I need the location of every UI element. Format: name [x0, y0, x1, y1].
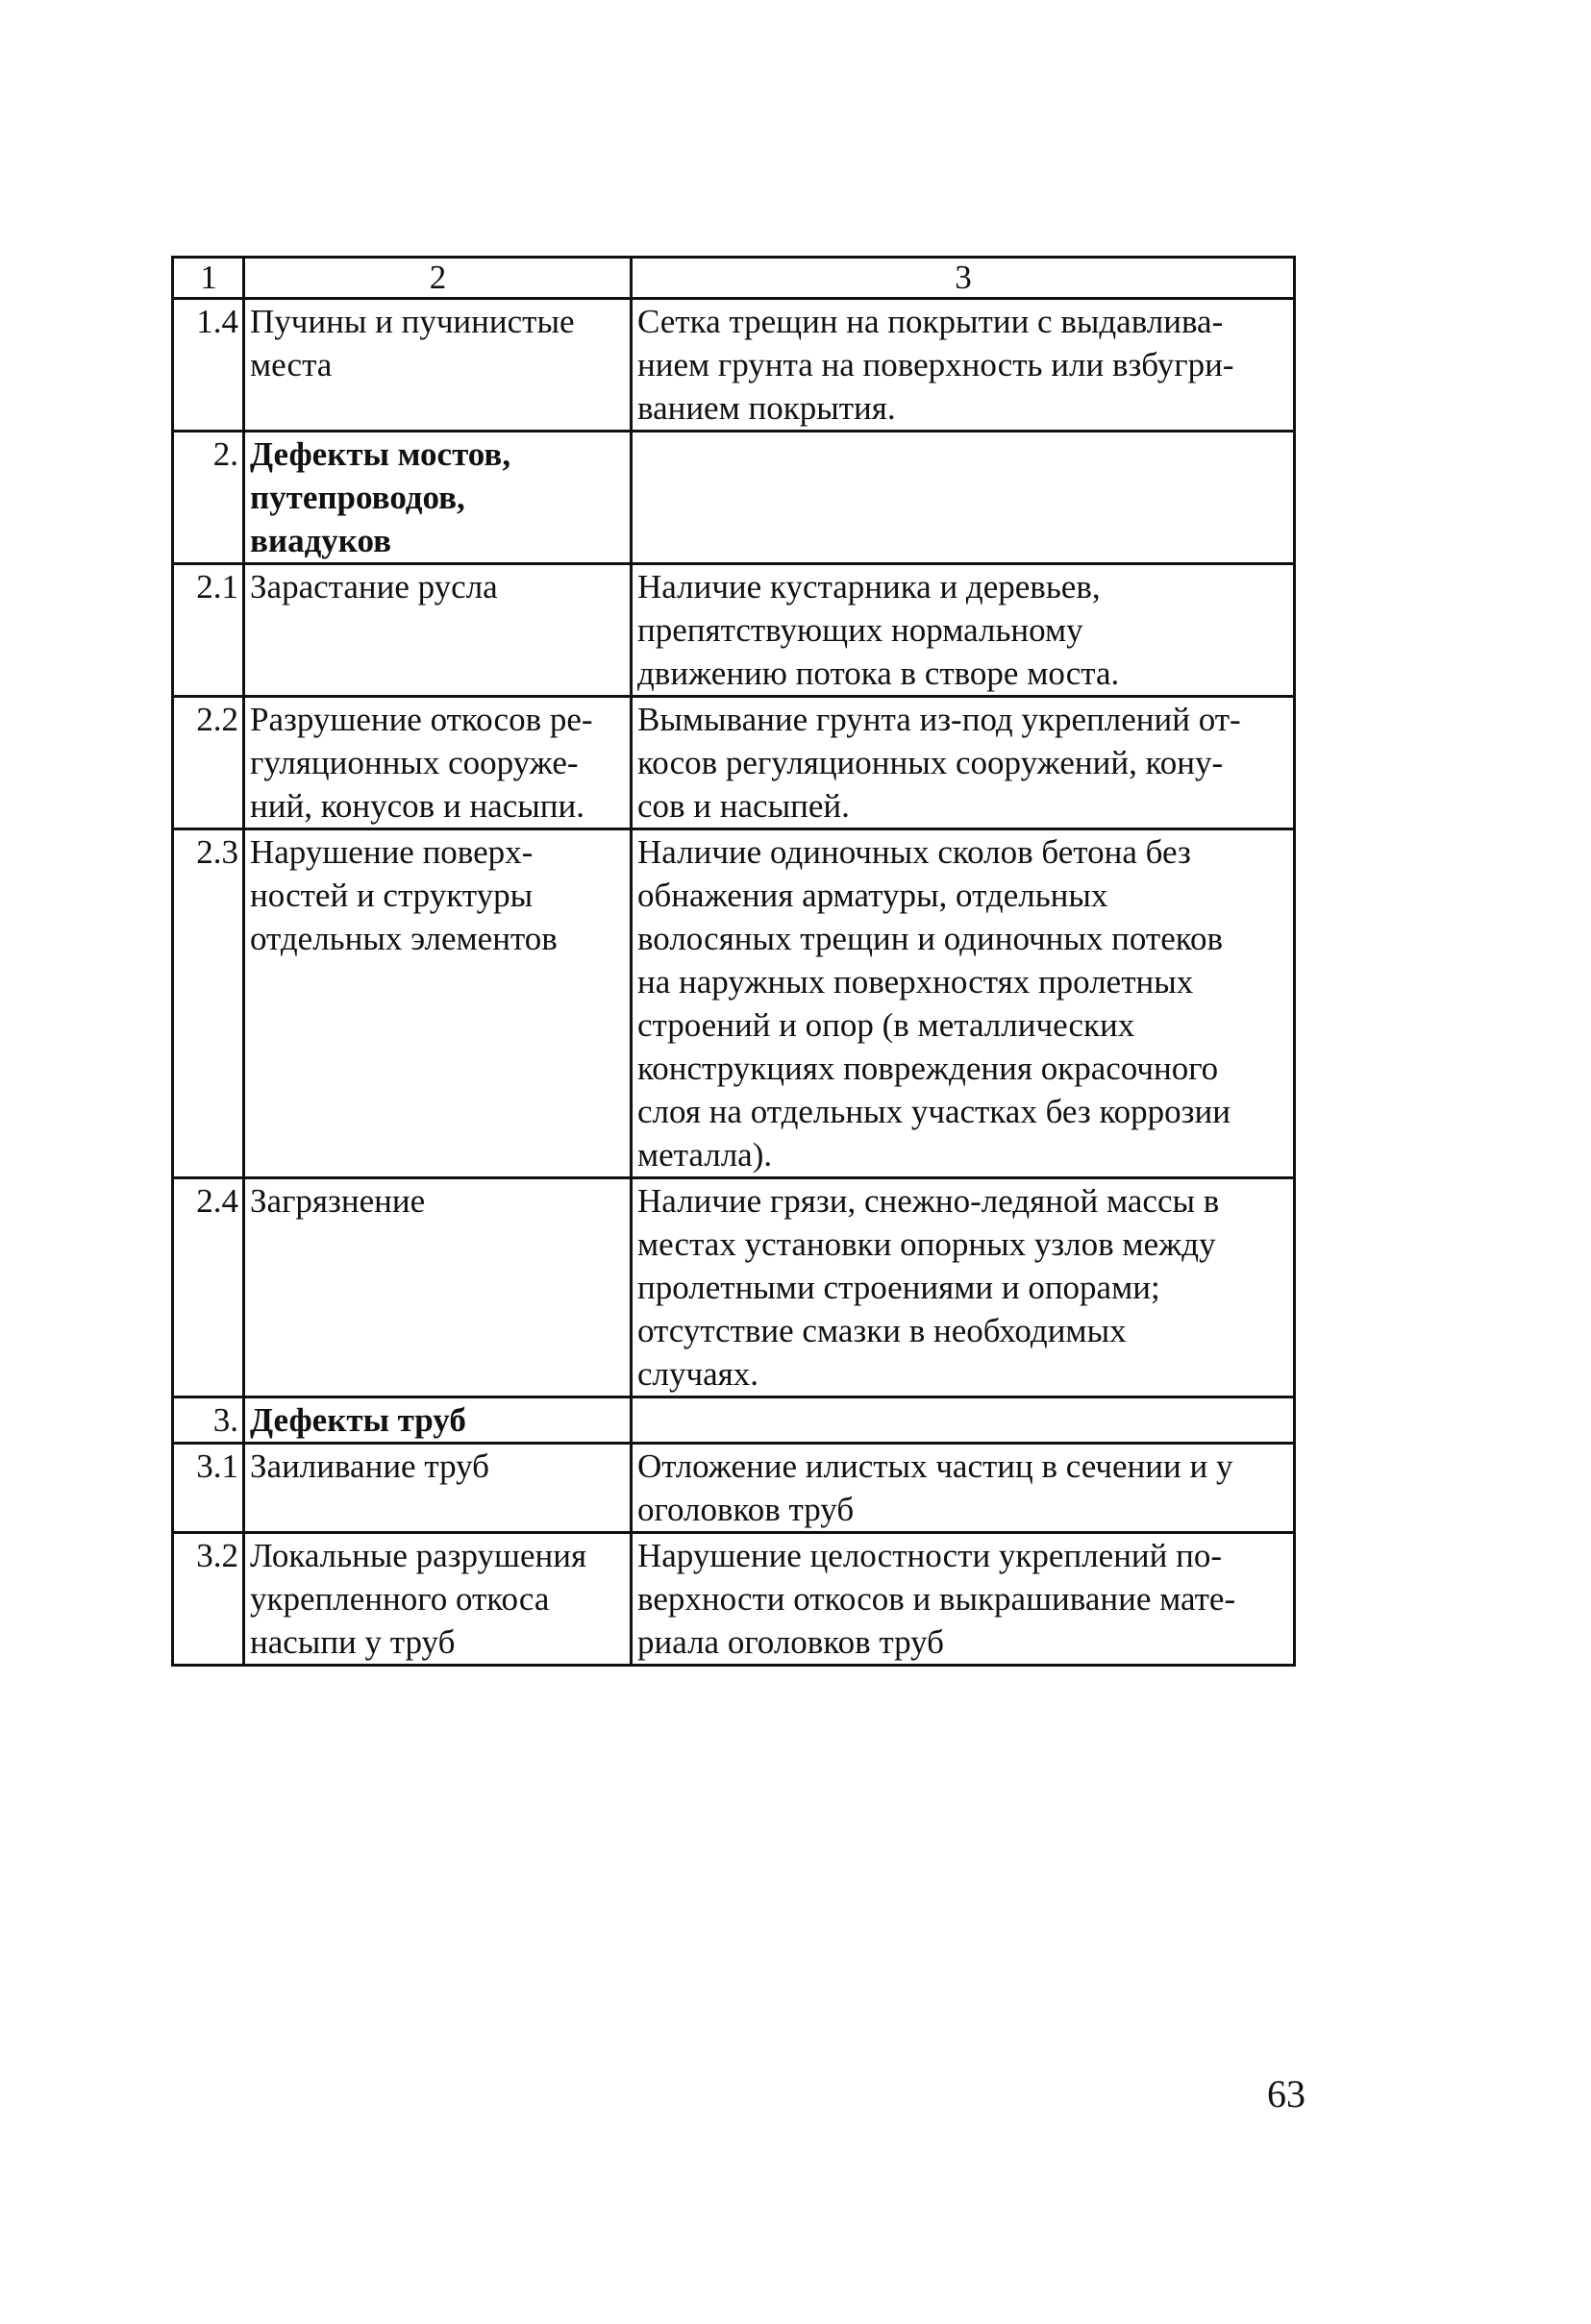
defect-name: Локальные разрушения укрепленного откоса насыпи у труб — [244, 1533, 632, 1666]
row-number: 2.3 — [173, 829, 244, 1178]
defect-description: Вымывание грунта из-под укреплений от- косов регуляционных сооружений, кону- сов и насыпей. — [632, 697, 1295, 829]
column-header-1: 1 — [173, 258, 244, 299]
row-number: 2.4 — [173, 1178, 244, 1397]
column-header-3: 3 — [632, 258, 1295, 299]
table-body — [173, 258, 1295, 1666]
defect-name: Загрязнение — [244, 1178, 632, 1397]
section-row — [173, 432, 1295, 564]
table-row — [173, 697, 1295, 829]
table-row — [173, 829, 1295, 1178]
column-header-2: 2 — [244, 258, 632, 299]
row-number: 2.1 — [173, 564, 244, 697]
row-number: 2. — [173, 432, 244, 564]
defect-description: Отложение илистых частиц в сечении и у оголовков труб — [632, 1444, 1295, 1533]
defect-description: Наличие грязи, снежно-ледяной массы в местах установки опорных узлов между пролетными строениями и опорами; отсутствие смазки в необходимых случаях. — [632, 1178, 1295, 1397]
page-number: 63 — [1267, 2072, 1305, 2115]
row-number: 2.2 — [173, 697, 244, 829]
row-number: 1.4 — [173, 299, 244, 432]
section-title: Дефекты труб — [244, 1397, 632, 1444]
defects-table — [171, 256, 1296, 1667]
defect-name: Заиливание труб — [244, 1444, 632, 1533]
defect-description: Сетка трещин на покрытии с выдавлива- нием грунта на поверхность или взбугри- ванием покрытия. — [632, 299, 1295, 432]
defect-description — [632, 1397, 1295, 1444]
section-row — [173, 1397, 1295, 1444]
table-row — [173, 1533, 1295, 1666]
defect-name: Нарушение поверх- ностей и структуры отдельных элементов — [244, 829, 632, 1178]
table-row — [173, 564, 1295, 697]
row-number: 3.1 — [173, 1444, 244, 1533]
defect-description — [632, 432, 1295, 564]
defect-name: Зарастание русла — [244, 564, 632, 697]
table-row — [173, 1444, 1295, 1533]
defect-description: Нарушение целостности укреплений по- верхности откосов и выкрашивание мате- риала оголовков труб — [632, 1533, 1295, 1666]
table-header-row — [173, 258, 1295, 299]
defect-name: Разрушение откосов ре- гуляционных сооруже- ний, конусов и насыпи. — [244, 697, 632, 829]
defect-description: Наличие кустарника и деревьев, препятствующих нормальному движению потока в створе моста. — [632, 564, 1295, 697]
defect-name: Пучины и пучинистые места — [244, 299, 632, 432]
table-row — [173, 299, 1295, 432]
row-number: 3.2 — [173, 1533, 244, 1666]
section-title: Дефекты мостов, путепроводов, виадуков — [244, 432, 632, 564]
defect-description: Наличие одиночных сколов бетона без обнажения арматуры, отдельных волосяных трещин и одиночных потеков на наружных поверхностях пролетных строений и опор (в металлических конструкциях повреждения окрасочного слоя на отдельных участках без коррозии металла). — [632, 829, 1295, 1178]
table-row — [173, 1178, 1295, 1397]
row-number: 3. — [173, 1397, 244, 1444]
